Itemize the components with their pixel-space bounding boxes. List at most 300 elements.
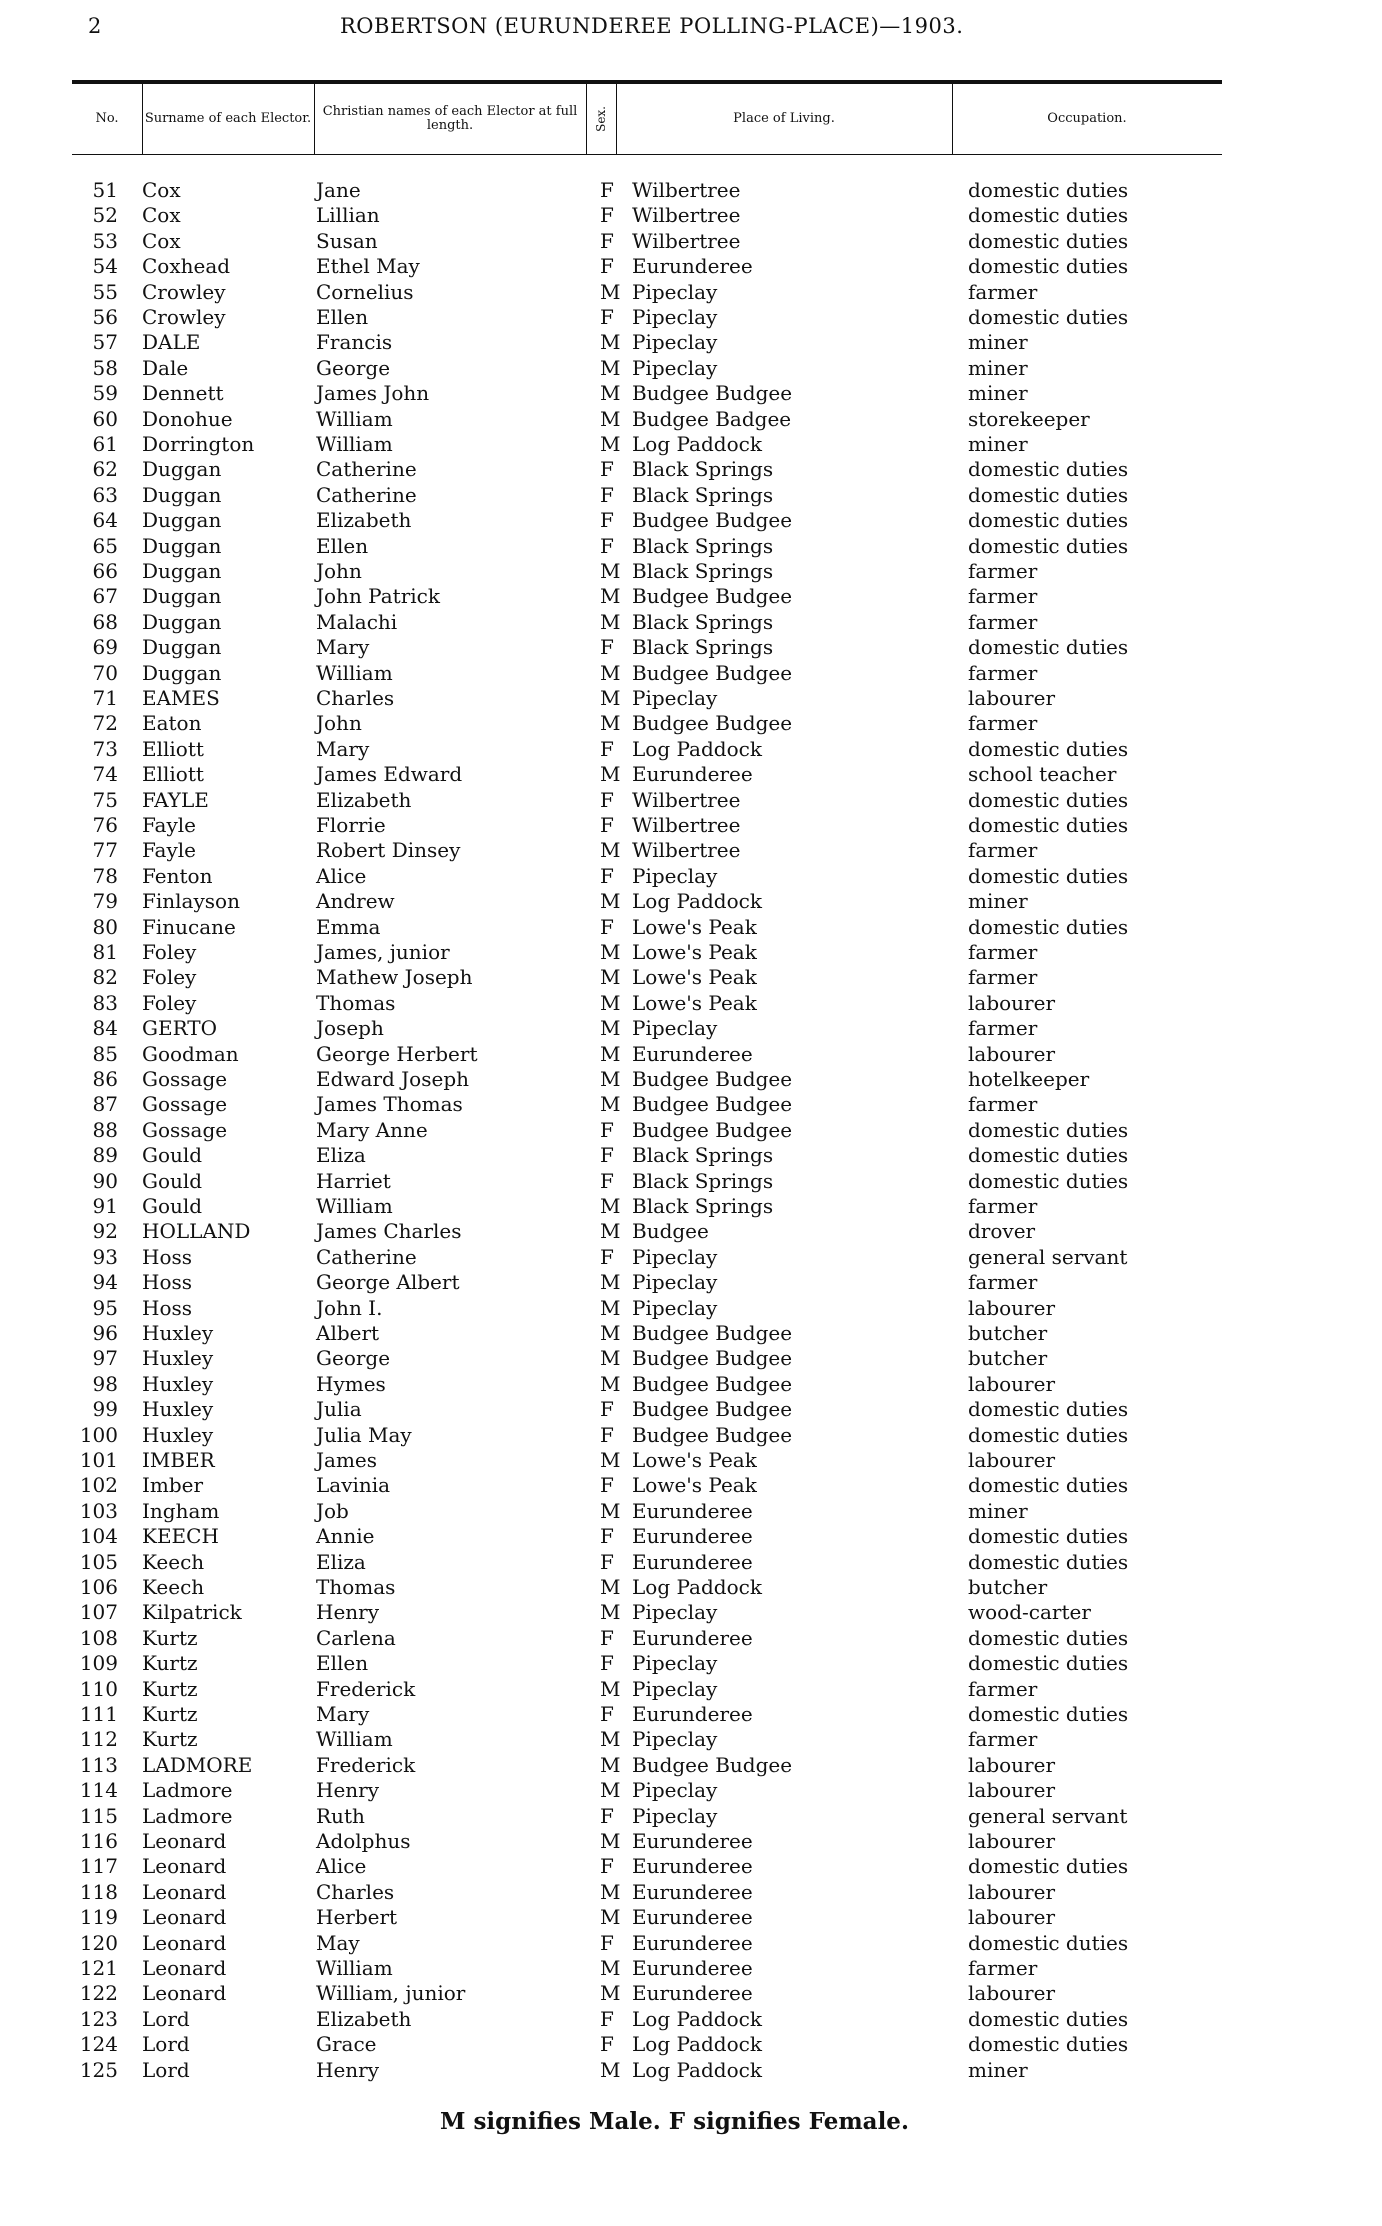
elector-occupation: labourer [968,1041,1056,1066]
elector-place-of-living: Black Springs [632,1168,774,1193]
column-header-occupation: Occupation. [1047,111,1127,126]
elector-number: 64 [92,508,118,533]
elector-place-of-living: Pipeclay [632,330,718,355]
elector-surname: Kurtz [142,1676,198,1701]
table-row [0,1524,1382,1549]
elector-occupation: farmer [968,1676,1038,1701]
elector-place-of-living: Eurunderee [632,1498,753,1523]
elector-sex: F [600,1524,614,1549]
elector-christian-names: Eliza [316,1143,366,1168]
elector-number: 53 [92,228,118,253]
elector-occupation: farmer [968,1270,1038,1295]
elector-occupation: storekeeper [968,406,1090,431]
elector-place-of-living: Budgee Budgee [632,1752,793,1777]
elector-occupation: farmer [968,1956,1038,1980]
elector-christian-names: Albert [316,1321,380,1345]
elector-christian-names: Malachi [316,609,398,634]
elector-surname: KEECH [142,1524,219,1549]
elector-sex: M [600,2057,621,2082]
elector-sex: F [600,1244,614,1269]
elector-occupation: school teacher [968,762,1117,787]
elector-sex: F [600,863,614,888]
elector-number: 115 [79,1803,118,1828]
elector-sex: M [600,965,621,990]
elector-surname: Ingham [142,1498,220,1523]
table-row [0,1346,1382,1371]
elector-occupation: domestic duties [968,1702,1129,1726]
elector-number: 76 [92,813,118,837]
elector-place-of-living: Wilbertree [632,838,741,863]
elector-sex: M [600,1727,621,1752]
elector-christian-names: George [316,355,391,380]
elector-place-of-living: Black Springs [632,635,774,660]
elector-surname: Gould [142,1168,203,1193]
table-row [0,1219,1382,1244]
elector-sex: F [600,1143,614,1168]
elector-sex: M [600,584,621,609]
elector-number: 81 [92,940,118,964]
elector-number: 98 [92,1371,118,1396]
elector-surname: Leonard [142,1930,227,1955]
elector-number: 63 [92,482,118,507]
elector-place-of-living: Eurunderee [632,762,753,787]
elector-surname: Kurtz [142,1651,198,1676]
elector-place-of-living: Budgee Budgee [632,584,793,609]
elector-number: 90 [92,1168,118,1193]
elector-christian-names: Ruth [316,1803,365,1828]
elector-place-of-living: Lowe's Peak [632,965,757,990]
elector-surname: Foley [142,940,197,964]
elector-number: 110 [79,1676,118,1701]
elector-sex: M [600,1270,621,1295]
elector-occupation: labourer [968,1879,1056,1904]
elector-christian-names: George Herbert [316,1041,478,1066]
elector-number: 54 [92,254,118,279]
elector-sex: F [600,1803,614,1828]
elector-christian-names: Catherine [316,1244,417,1269]
column-header-christian-names: Christian names of each Elector at full length. [322,104,578,133]
elector-sex: M [600,1067,621,1091]
table-row [0,1143,1382,1168]
elector-occupation: labourer [968,1905,1056,1930]
elector-place-of-living: Log Paddock [632,432,762,456]
elector-occupation: farmer [968,559,1038,583]
elector-occupation: farmer [968,940,1038,964]
elector-christian-names: May [316,1930,360,1955]
elector-christian-names: Alice [316,1854,367,1879]
elector-place-of-living: Lowe's Peak [632,1448,757,1472]
elector-christian-names: William [316,432,393,456]
elector-place-of-living: Eurunderee [632,1829,753,1853]
elector-christian-names: Harriet [316,1168,391,1193]
table-row [0,686,1382,711]
elector-sex: F [600,736,614,761]
elector-christian-names: William, junior [316,1981,466,2006]
table-row [0,508,1382,533]
elector-occupation: domestic duties [968,1422,1129,1447]
elector-christian-names: Julia [316,1397,362,1422]
elector-number: 69 [92,635,118,660]
elector-christian-names: Alice [316,863,367,888]
elector-number: 82 [92,965,118,990]
table-row [0,1677,1382,1702]
elector-surname: Hoss [142,1295,193,1320]
table-row [0,813,1382,838]
elector-surname: HOLLAND [142,1219,251,1244]
elector-sex: M [600,1600,621,1625]
elector-surname: Ladmore [142,1803,233,1828]
elector-occupation: farmer [968,660,1038,685]
elector-sex: M [600,1778,621,1803]
elector-sex: M [600,1905,621,1930]
elector-place-of-living: Budgee Budgee [632,1117,793,1142]
elector-number: 73 [92,736,118,761]
elector-number: 106 [79,1575,118,1599]
table-row [0,178,1382,203]
elector-occupation: domestic duties [968,457,1129,482]
elector-surname: Hoss [142,1270,193,1295]
elector-surname: FAYLE [142,787,209,812]
elector-number: 92 [92,1219,118,1244]
elector-occupation: farmer [968,609,1038,634]
elector-surname: Duggan [142,533,222,558]
elector-christian-names: Lavinia [316,1473,391,1498]
elector-place-of-living: Pipeclay [632,355,718,380]
elector-number: 121 [79,1956,118,1980]
table-row [0,1118,1382,1143]
elector-number: 74 [92,762,118,787]
table-row [0,2058,1382,2083]
elector-place-of-living: Pipeclay [632,1651,718,1676]
table-row [0,1270,1382,1295]
elector-christian-names: Grace [316,2032,377,2057]
elector-christian-names: James [316,1448,378,1472]
elector-place-of-living: Budgee Budgee [632,1397,793,1422]
elector-occupation: farmer [968,965,1038,990]
elector-place-of-living: Black Springs [632,559,774,583]
elector-christian-names: Elizabeth [316,508,412,533]
elector-place-of-living: Budgee Budgee [632,1067,793,1091]
elector-christian-names: Job [316,1498,349,1523]
elector-occupation: general servant [968,1244,1128,1269]
elector-occupation: domestic duties [968,178,1129,202]
table-row [0,381,1382,406]
elector-christian-names: John [316,559,362,583]
table-row [0,737,1382,762]
table-row [0,229,1382,254]
elector-sex: M [600,1448,621,1472]
elector-place-of-living: Eurunderee [632,1041,753,1066]
table-row [0,1499,1382,1524]
elector-christian-names: James, junior [316,940,450,964]
table-row [0,1245,1382,1270]
elector-surname: Foley [142,990,197,1015]
elector-number: 60 [92,406,118,431]
elector-surname: DALE [142,330,201,355]
elector-surname: Gossage [142,1092,228,1117]
elector-place-of-living: Black Springs [632,1194,774,1218]
elector-surname: Hoss [142,1244,193,1269]
elector-occupation: domestic duties [968,736,1129,761]
elector-christian-names: Florrie [316,813,386,837]
elector-place-of-living: Wilbertree [632,787,741,812]
page-number: 2 [88,14,102,38]
elector-occupation: miner [968,889,1028,914]
column-header-row [72,80,1222,155]
elector-number: 66 [92,559,118,583]
elector-surname: Leonard [142,1879,227,1904]
table-row [0,1727,1382,1752]
elector-number: 102 [79,1473,118,1498]
elector-surname: Gossage [142,1067,228,1091]
table-row [0,407,1382,432]
table-row [0,610,1382,635]
elector-place-of-living: Eurunderee [632,1930,753,1955]
elector-sex: M [600,660,621,685]
elector-christian-names: Julia May [316,1422,412,1447]
elector-sex: M [600,609,621,634]
elector-christian-names: Mary [316,736,370,761]
table-row [0,1194,1382,1219]
table-row [0,1473,1382,1498]
table-row [0,1753,1382,1778]
table-row [0,1651,1382,1676]
elector-occupation: labourer [968,1295,1056,1320]
table-row [0,534,1382,559]
elector-christian-names: Frederick [316,1676,416,1701]
elector-surname: Duggan [142,660,222,685]
elector-number: 105 [79,1549,118,1574]
elector-christian-names: Ellen [316,533,369,558]
elector-surname: Duggan [142,508,222,533]
table-row [0,559,1382,584]
elector-place-of-living: Pipeclay [632,1778,718,1803]
column-header-no: No. [95,111,119,126]
elector-sex: M [600,762,621,787]
elector-place-of-living: Log Paddock [632,2057,762,2082]
elector-place-of-living: Pipeclay [632,686,718,710]
elector-surname: Fayle [142,813,196,837]
elector-sex: M [600,990,621,1015]
elector-christian-names: Joseph [316,1016,384,1041]
elector-place-of-living: Pipeclay [632,1295,718,1320]
table-row [0,1296,1382,1321]
elector-place-of-living: Budgee Budgee [632,1346,793,1371]
table-row [0,2032,1382,2057]
table-row [0,1804,1382,1829]
elector-number: 116 [79,1829,118,1853]
elector-sex: M [600,279,621,304]
elector-occupation: domestic duties [968,863,1129,888]
elector-christian-names: Thomas [316,1575,396,1599]
elector-christian-names: Lillian [316,203,380,228]
elector-surname: IMBER [142,1448,215,1472]
elector-occupation: domestic duties [968,305,1129,329]
elector-sex: M [600,406,621,431]
elector-sex: M [600,1295,621,1320]
elector-place-of-living: Log Paddock [632,2032,762,2057]
elector-place-of-living: Black Springs [632,1143,774,1168]
elector-place-of-living: Black Springs [632,609,774,634]
elector-place-of-living: Lowe's Peak [632,990,757,1015]
elector-occupation: farmer [968,279,1038,304]
elector-occupation: domestic duties [968,1930,1129,1955]
elector-occupation: miner [968,381,1028,406]
elector-place-of-living: Budgee Budgee [632,1371,793,1396]
elector-christian-names: John Patrick [316,584,440,609]
elector-surname: Lord [142,2032,190,2057]
elector-surname: GERTO [142,1016,218,1041]
elector-number: 111 [79,1702,118,1726]
elector-number: 75 [92,787,118,812]
elector-number: 89 [92,1143,118,1168]
elector-sex: F [600,1168,614,1193]
elector-sex: F [600,635,614,660]
elector-occupation: miner [968,2057,1028,2082]
elector-surname: Crowley [142,279,226,304]
elector-number: 58 [92,355,118,380]
table-row [0,838,1382,863]
elector-place-of-living: Log Paddock [632,889,762,914]
table-row [0,1778,1382,1803]
elector-occupation: domestic duties [968,2006,1129,2031]
elector-number: 118 [79,1879,118,1904]
elector-number: 124 [79,2032,118,2057]
elector-sex: M [600,889,621,914]
elector-christian-names: John I. [316,1295,383,1320]
elector-occupation: domestic duties [968,813,1129,837]
elector-place-of-living: Eurunderee [632,1854,753,1879]
elector-christian-names: Cornelius [316,279,414,304]
elector-christian-names: John [316,711,362,736]
table-row [0,432,1382,457]
elector-christian-names: Hymes [316,1371,386,1396]
table-row [0,2007,1382,2032]
elector-christian-names: William [316,406,393,431]
table-row [0,1702,1382,1727]
elector-christian-names: George [316,1346,391,1371]
elector-sex: F [600,1117,614,1142]
elector-surname: Finucane [142,914,236,939]
table-row [0,483,1382,508]
elector-surname: Crowley [142,305,226,329]
elector-surname: Donohue [142,406,233,431]
elector-christian-names: Charles [316,1879,395,1904]
elector-sex: M [600,686,621,710]
elector-place-of-living: Eurunderee [632,1879,753,1904]
table-row [0,1067,1382,1092]
elector-sex: M [600,355,621,380]
elector-place-of-living: Log Paddock [632,2006,762,2031]
elector-occupation: domestic duties [968,635,1129,660]
elector-occupation: domestic duties [968,1168,1129,1193]
elector-sex: F [600,1930,614,1955]
elector-number: 95 [92,1295,118,1320]
elector-surname: Leonard [142,1829,227,1853]
elector-surname: Fenton [142,863,213,888]
elector-christian-names: Susan [316,228,378,253]
elector-surname: Leonard [142,1905,227,1930]
table-row [0,254,1382,279]
table-row [0,1092,1382,1117]
elector-number: 65 [92,533,118,558]
elector-occupation: domestic duties [968,1625,1129,1650]
elector-place-of-living: Pipeclay [632,1803,718,1828]
elector-surname: Goodman [142,1041,239,1066]
table-row [0,280,1382,305]
elector-occupation: domestic duties [968,1143,1129,1168]
table-row [0,711,1382,736]
elector-sex: F [600,1422,614,1447]
elector-occupation: domestic duties [968,482,1129,507]
elector-sex: M [600,432,621,456]
elector-surname: Gould [142,1143,203,1168]
elector-sex: M [600,1752,621,1777]
elector-number: 78 [92,863,118,888]
elector-number: 112 [79,1727,118,1752]
elector-sex: M [600,711,621,736]
elector-sex: F [600,813,614,837]
elector-occupation: miner [968,1498,1028,1523]
elector-number: 62 [92,457,118,482]
elector-surname: Leonard [142,1956,227,1980]
elector-surname: Gossage [142,1117,228,1142]
elector-number: 79 [92,889,118,914]
elector-number: 72 [92,711,118,736]
elector-number: 119 [79,1905,118,1930]
elector-occupation: domestic duties [968,1397,1129,1422]
column-header-surname: Surname of each Elector. [144,111,312,126]
elector-sex: F [600,305,614,329]
elector-occupation: domestic duties [968,1524,1129,1549]
elector-sex: F [600,533,614,558]
elector-surname: Fayle [142,838,196,863]
column-header-sex-cell [586,84,616,154]
table-row [0,1321,1382,1346]
elector-number: 55 [92,279,118,304]
elector-place-of-living: Pipeclay [632,1727,718,1752]
elector-number: 52 [92,203,118,228]
elector-sex: F [600,178,614,202]
elector-christian-names: Charles [316,686,395,710]
elector-place-of-living: Budgee Budgee [632,660,793,685]
elector-christian-names: Ethel May [316,254,420,279]
table-row [0,965,1382,990]
table-row [0,1448,1382,1473]
elector-surname: Ladmore [142,1778,233,1803]
table-row [0,1016,1382,1041]
elector-place-of-living: Budgee Budgee [632,1321,793,1345]
elector-occupation: domestic duties [968,914,1129,939]
elector-number: 83 [92,990,118,1015]
elector-sex: F [600,508,614,533]
elector-sex: F [600,228,614,253]
elector-number: 100 [79,1422,118,1447]
elector-sex: M [600,1956,621,1980]
elector-place-of-living: Wilbertree [632,178,741,202]
elector-sex: M [600,381,621,406]
elector-place-of-living: Lowe's Peak [632,1473,757,1498]
elector-number: 87 [92,1092,118,1117]
elector-christian-names: Mary [316,635,370,660]
elector-occupation: farmer [968,838,1038,863]
elector-number: 57 [92,330,118,355]
elector-number: 122 [79,1981,118,2006]
elector-occupation: labourer [968,1448,1056,1472]
elector-sex: M [600,559,621,583]
elector-number: 85 [92,1041,118,1066]
table-row [0,584,1382,609]
